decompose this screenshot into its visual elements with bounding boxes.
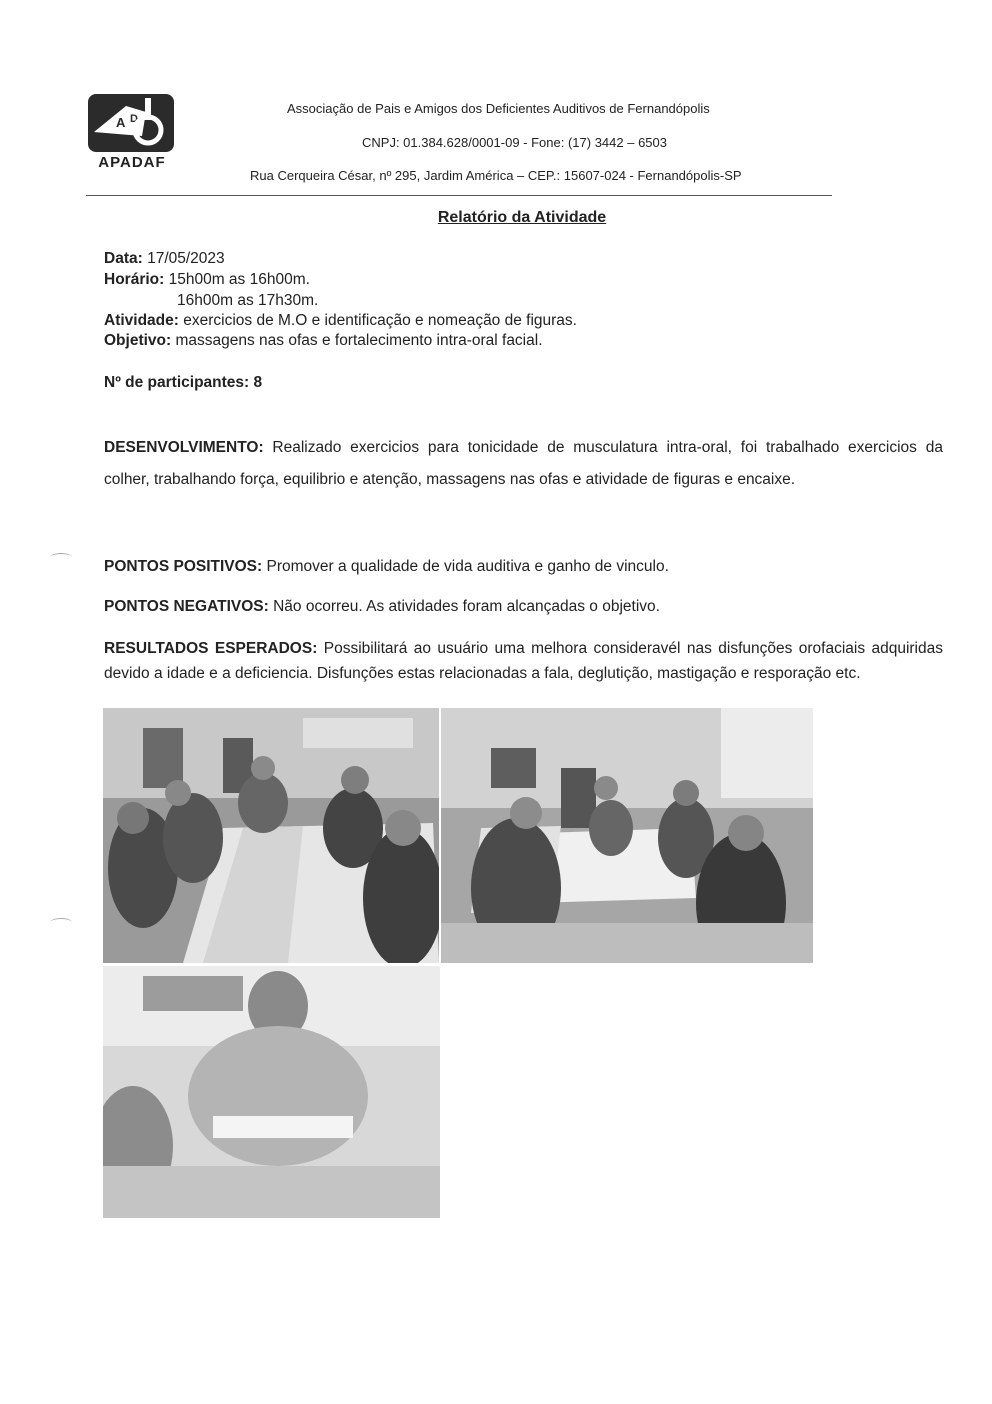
date-value: 17/05/2023	[147, 250, 225, 267]
objective-line	[104, 332, 543, 350]
logo-text: APADAF	[98, 154, 166, 171]
time-value-1: 15h00m as 16h00m.	[168, 271, 310, 288]
header-divider	[86, 195, 832, 196]
header-address: Rua Cerqueira César, nº 295, Jardim América – CEP.: 15607-024 - Fernandópolis-SP	[250, 168, 742, 183]
activity-value: exercicios de M.O e identificação e nomeação de figuras.	[183, 312, 577, 329]
positive-label: PONTOS POSITIVOS:	[104, 558, 263, 575]
positive-points	[104, 558, 669, 576]
header-association-name: Associação de Pais e Amigos dos Deficientes Auditivos de Fernandópolis	[287, 101, 710, 116]
scan-mark	[50, 918, 72, 927]
activity-photo-1	[103, 708, 439, 963]
objective-label: Objetivo:	[104, 332, 172, 349]
activity-label: Atividade:	[104, 312, 179, 329]
development-paragraph	[104, 432, 943, 496]
negative-points	[104, 598, 660, 616]
time-label: Horário:	[104, 271, 165, 288]
scan-mark	[50, 553, 72, 562]
expected-results-text: Possibilitará ao usuário uma melhora consideravél nas disfunções orofaciais adquiridas devido a idade e a deficiencia. Disfunções estas relacionadas a fala, deglutição, mastigação e resporação etc.	[104, 640, 943, 682]
apadaf-logo	[86, 92, 178, 172]
objective-value: massagens nas ofas e fortalecimento intra-oral facial.	[175, 332, 543, 349]
date-label: Data:	[104, 250, 143, 267]
report-title: Relatório da Atividade	[437, 209, 607, 226]
development-label: DESENVOLVIMENTO:	[104, 439, 264, 456]
time-line	[104, 271, 310, 289]
negative-label: PONTOS NEGATIVOS:	[104, 598, 269, 615]
activity-photo-2	[441, 708, 813, 963]
time-value-2: 16h00m as 17h30m.	[177, 292, 319, 309]
expected-results-paragraph	[104, 636, 943, 686]
svg-text:D: D	[130, 113, 138, 125]
activity-photo-3	[103, 966, 440, 1218]
negative-text: Não ocorreu. As atividades foram alcançadas o objetivo.	[273, 598, 660, 615]
svg-text:A: A	[116, 115, 126, 130]
activity-line	[104, 312, 577, 330]
development-text: Realizado exercicios para tonicidade de musculatura intra-oral, foi trabalhado exercicios da colher, trabalhando força, equilibrio e atenção, massagens nas ofas e atividade de figuras e encaixe.	[104, 439, 943, 488]
positive-text: Promover a qualidade de vida auditiva e ganho de vinculo.	[266, 558, 669, 575]
participants-count: Nº de participantes: 8	[104, 374, 263, 391]
expected-results-label: RESULTADOS ESPERADOS:	[104, 640, 318, 657]
header-cnpj-phone: CNPJ: 01.384.628/0001-09 - Fone: (17) 3442 – 6503	[362, 135, 667, 150]
date-line	[104, 250, 225, 268]
